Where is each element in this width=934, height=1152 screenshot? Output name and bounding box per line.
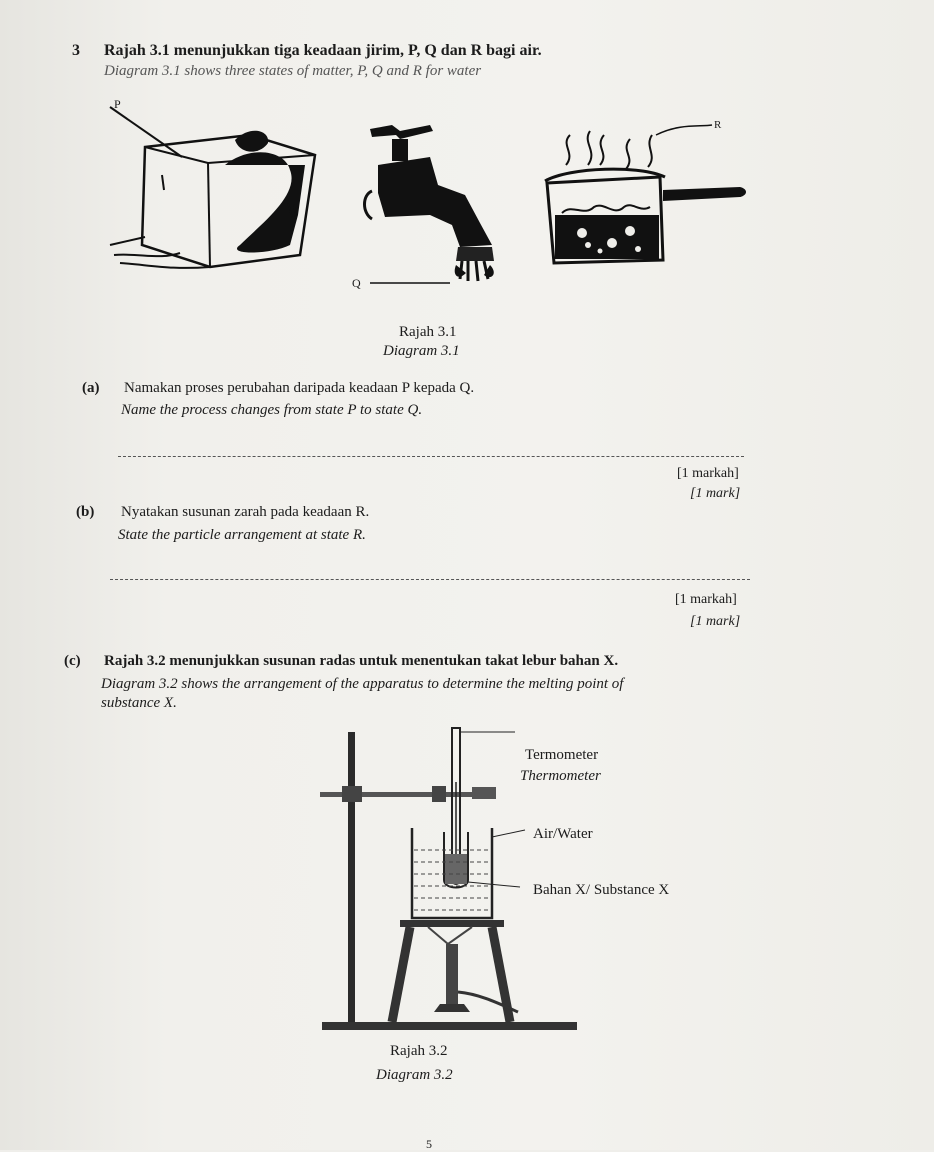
label-thermometer-en: Thermometer: [520, 768, 601, 784]
part-c-text-en-1: Diagram 3.2 shows the arrangement of the apparatus to determine the melting point of: [101, 676, 624, 692]
diagram-3-1-figure: [100, 95, 760, 305]
label-state-p: P: [114, 97, 121, 111]
part-b-mark-ms: [1 markah]: [675, 592, 737, 607]
tripod-and-burner: [392, 920, 518, 1022]
part-b-text-en: State the particle arrangement at state R.: [118, 527, 366, 543]
diagram-3-1-caption-ms: Rajah 3.1: [399, 324, 457, 340]
diagram-3-2-caption-ms: Rajah 3.2: [390, 1043, 448, 1059]
part-a-mark-en: [1 mark]: [690, 486, 741, 501]
question-number: 3: [72, 42, 80, 59]
diagram-3-1-caption-en: Diagram 3.1: [383, 343, 460, 359]
part-b-mark-en: [1 mark]: [690, 614, 741, 629]
question-intro-en: Diagram 3.1 shows three states of matter, P, Q and R for water: [104, 63, 482, 79]
diagram-3-2-caption-en: Diagram 3.2: [376, 1067, 453, 1083]
part-a-text-en: Name the process changes from state P to state Q.: [121, 402, 423, 418]
label-state-r: R: [714, 119, 722, 131]
question-intro-ms: Rajah 3.1 menunjukkan tiga keadaan jirim, P, Q dan R bagi air.: [104, 42, 542, 59]
label-substance-x: Bahan X/ Substance X: [533, 882, 670, 898]
part-c-text-en-2: substance X.: [101, 695, 177, 711]
part-b-text-ms: Nyatakan susunan zarah pada keadaan R.: [121, 504, 370, 520]
label-water: Air/Water: [533, 826, 593, 842]
part-a-mark-ms: [1 markah]: [677, 466, 739, 481]
ice-cube-illustration: [110, 107, 315, 268]
part-a-letter: (a): [82, 380, 100, 396]
part-a-answer-line[interactable]: [118, 456, 744, 457]
part-c-text-ms: Rajah 3.2 menunjukkan susunan radas untuk menentukan takat lebur bahan X.: [104, 653, 619, 669]
part-a-text-ms: Namakan proses perubahan daripada keadaan P kepada Q.: [124, 380, 475, 396]
part-b-answer-line[interactable]: [110, 579, 750, 580]
part-c-letter: (c): [64, 653, 81, 669]
steaming-pot-illustration: [545, 125, 746, 263]
part-b-letter: (b): [76, 504, 95, 520]
tap-illustration: [365, 125, 495, 283]
page-number: 5: [426, 1137, 432, 1151]
label-thermometer-ms: Termometer: [525, 747, 599, 763]
label-state-q: Q: [352, 276, 361, 290]
